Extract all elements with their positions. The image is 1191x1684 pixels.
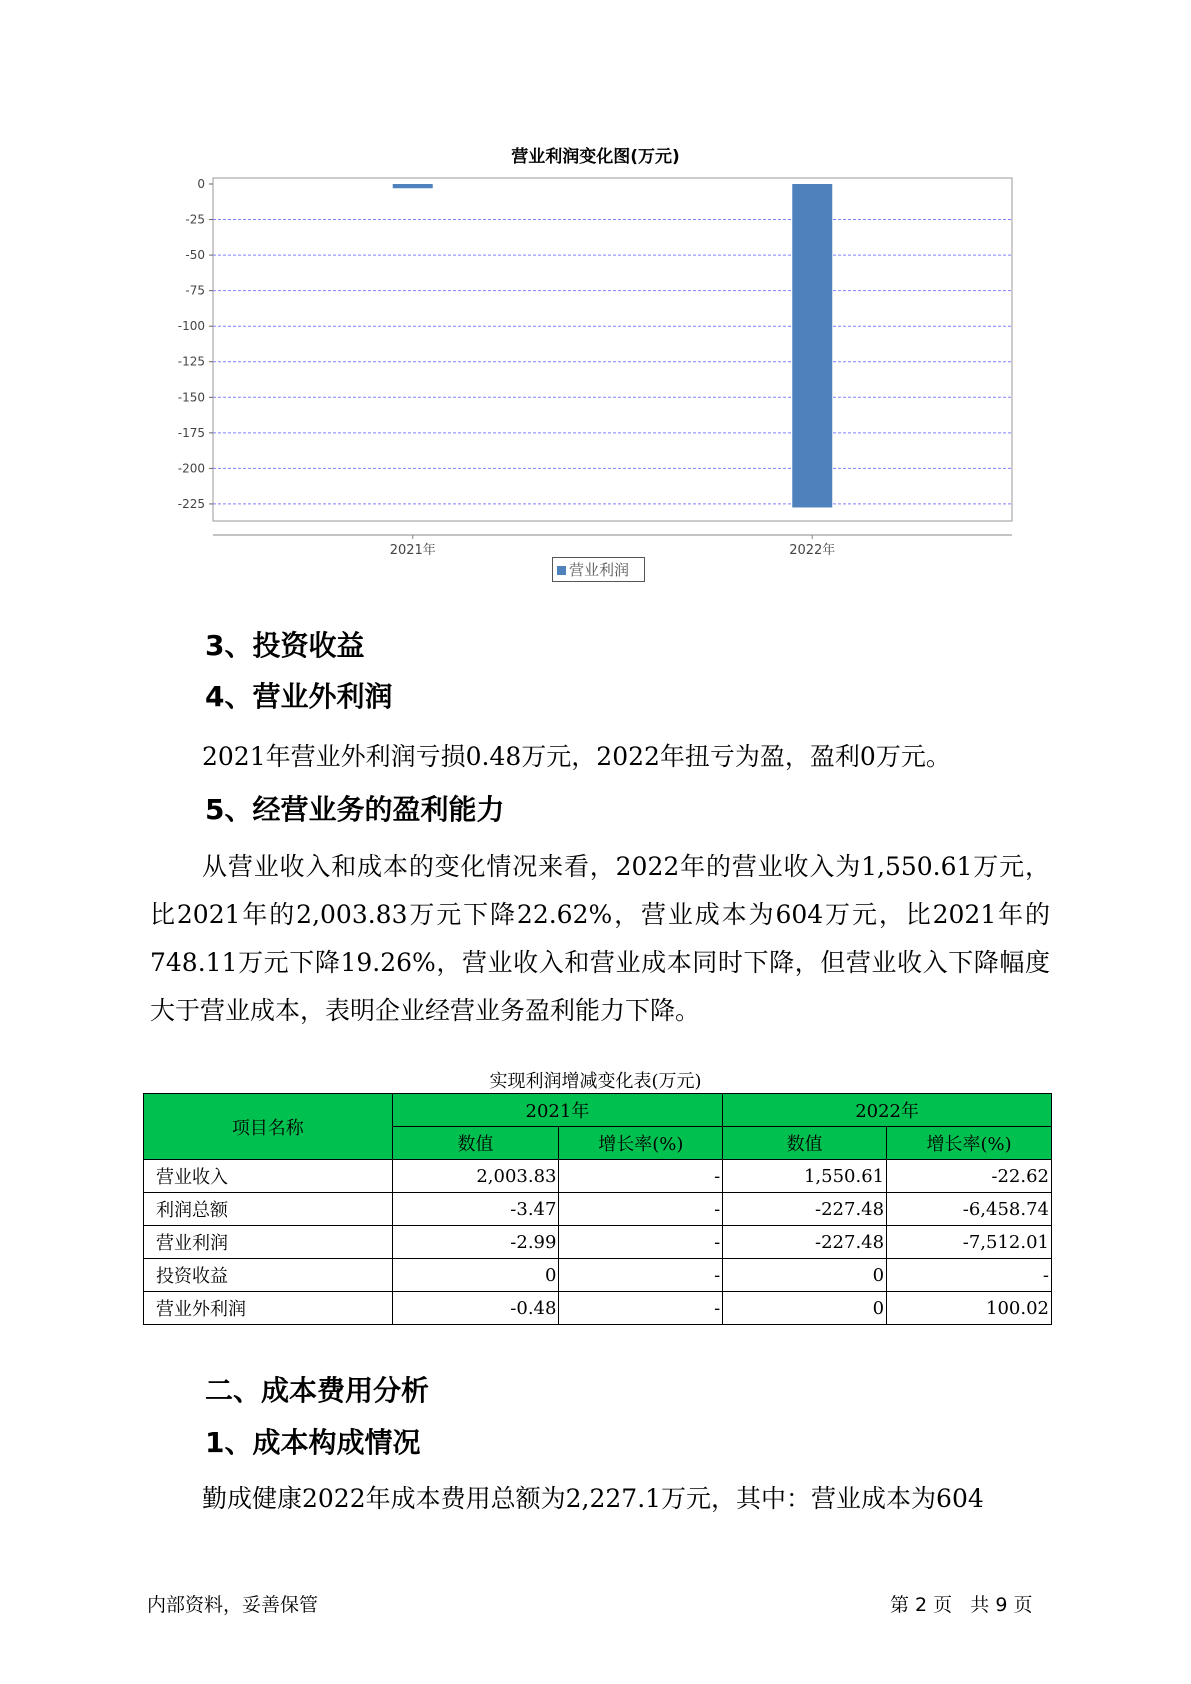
y-tick-label: 0 [197,177,205,191]
row-value-2021: 0 [392,1259,559,1292]
row-name: 营业收入 [144,1160,393,1193]
row-rate-2022: -7,512.01 [887,1226,1052,1259]
y-tick-label: -75 [185,283,205,298]
paragraph-non-operating: 2021年营业外利润亏损0.48万元，2022年扭亏为盈，盈利0万元。 [202,742,951,771]
legend-swatch [557,566,566,575]
plot-area [213,178,1012,521]
row-value-2022: -227.48 [723,1226,887,1259]
y-tick-label: -100 [177,319,205,334]
heading-cost-analysis: 二、成本费用分析 [205,1374,430,1407]
row-name: 营业外利润 [144,1292,393,1325]
row-rate-2021: - [559,1259,723,1292]
header-rate-2022: 增长率(%) [887,1127,1052,1160]
table-row [144,1259,1052,1292]
row-rate-2022: - [887,1259,1052,1292]
row-rate-2022: 100.02 [887,1292,1052,1325]
row-value-2021: -2.99 [392,1226,559,1259]
bar [792,184,832,507]
row-rate-2021: - [559,1292,723,1325]
header-value-2021: 数值 [392,1127,559,1160]
row-rate-2022: -22.62 [887,1160,1052,1193]
row-rate-2021: - [559,1193,723,1226]
footer-page-number: 第 2 页 共 9 页 [890,1594,1033,1616]
row-value-2022: 1,550.61 [723,1160,887,1193]
profit-change-table [143,1093,1052,1325]
bar [393,184,433,188]
table-row [144,1160,1052,1193]
header-year-2022: 2022年 [723,1094,1052,1127]
legend-label: 营业利润 [569,561,630,579]
y-tick-label: -175 [177,425,205,440]
paragraph-cost-total: 勤成健康2022年成本费用总额为2,227.1万元，其中：营业成本为604 [202,1484,984,1513]
row-name: 利润总额 [144,1193,393,1226]
row-rate-2021: - [559,1160,723,1193]
header-rate-2021: 增长率(%) [559,1127,723,1160]
y-tick-label: -150 [177,390,205,405]
table-row [144,1292,1052,1325]
heading-cost-composition: 1、成本构成情况 [205,1426,421,1459]
row-rate-2021: - [559,1226,723,1259]
chart-title: 营业利润变化图(万元) [511,147,680,167]
row-value-2021: 2,003.83 [392,1160,559,1193]
heading-non-operating-profit: 4、营业外利润 [205,680,393,713]
row-value-2021: -3.47 [392,1193,559,1226]
table-row [144,1193,1052,1226]
y-tick-label: -25 [185,212,205,227]
heading-investment-income: 3、投资收益 [205,629,365,662]
row-value-2022: -227.48 [723,1193,887,1226]
table-header-row [144,1094,1052,1127]
paragraph-profitability: 从营业收入和成本的变化情况来看，2022年的营业收入为1,550.61万元，比2021年的2,003.83万元下降22.62%，营业成本为604万元，比2021年的748.11万元下降19.26%，营业收入和营业成本同时下降，但营业收入下降幅度大于营业成本，表明企业经营业务盈利能力下降。 [150,852,1050,1025]
heading-profitability: 5、经营业务的盈利能力 [205,793,505,826]
table-row [144,1226,1052,1259]
y-tick-label: -225 [177,496,205,511]
x-tick-label: 2022年 [789,543,836,558]
table-title: 实现利润增减变化表(万元) [489,1071,702,1092]
x-tick-label: 2021年 [389,543,436,558]
row-value-2022: 0 [723,1259,887,1292]
chart-legend [552,557,645,582]
y-tick-label: -200 [177,461,205,476]
footer-confidential: 内部资料，妥善保管 [147,1594,319,1616]
row-name: 营业利润 [144,1226,393,1259]
row-name: 投资收益 [144,1259,393,1292]
row-rate-2022: -6,458.74 [887,1193,1052,1226]
header-item-name: 项目名称 [144,1094,393,1160]
header-value-2022: 数值 [723,1127,887,1160]
row-value-2022: 0 [723,1292,887,1325]
y-tick-label: -50 [185,248,205,263]
header-year-2021: 2021年 [392,1094,723,1127]
y-tick-label: -125 [177,354,205,369]
row-value-2021: -0.48 [392,1292,559,1325]
profit-bar-chart [150,165,1020,558]
